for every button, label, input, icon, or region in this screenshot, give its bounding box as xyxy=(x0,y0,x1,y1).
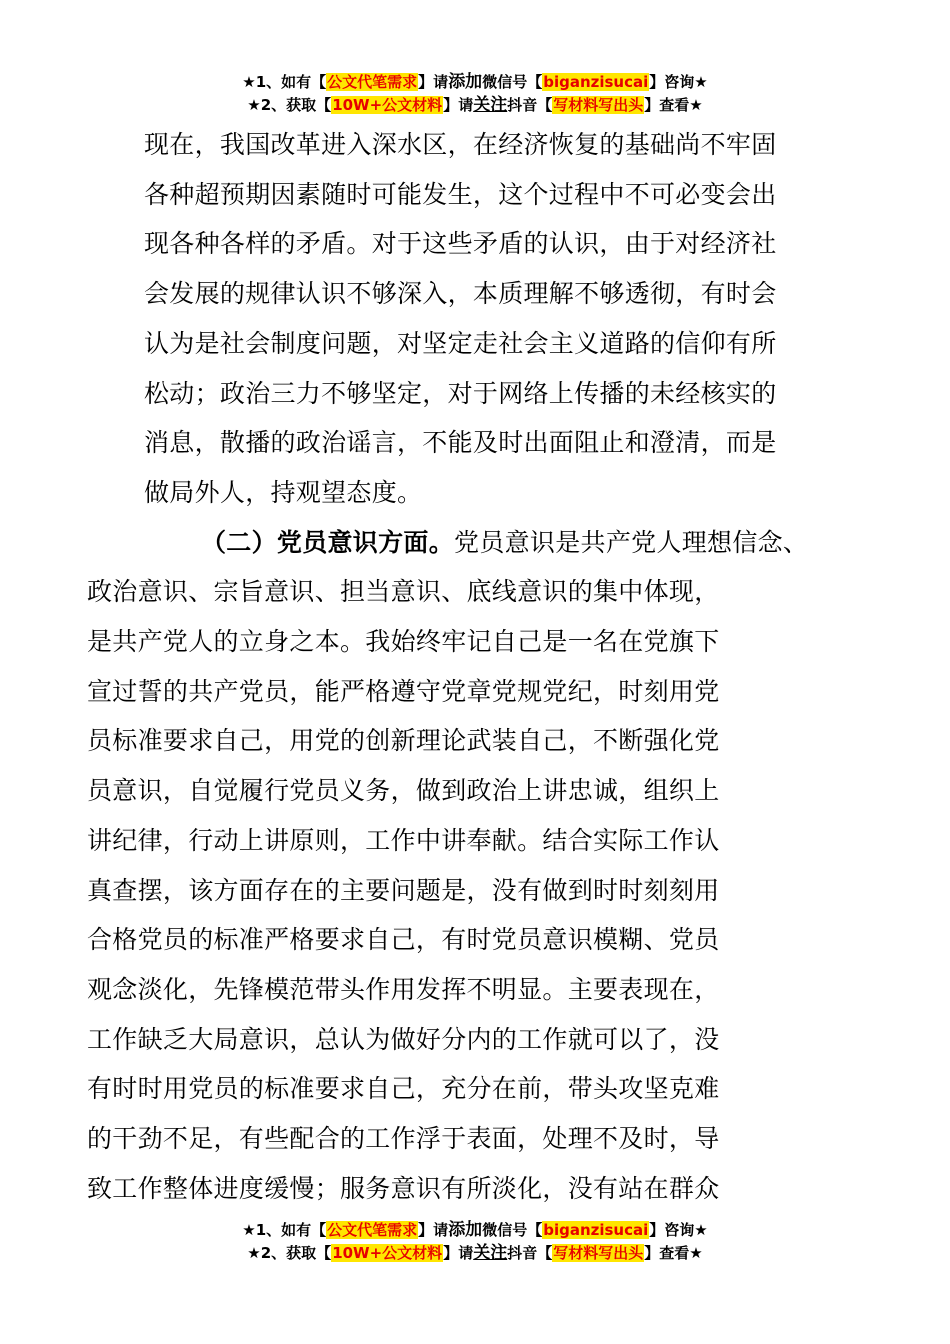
text-line: 是共产党人的立身之本。我始终牢记自己是一名在党旗下 xyxy=(87,627,720,657)
banner-highlight: 写材料写出头 xyxy=(553,96,644,114)
paragraph-2 xyxy=(87,518,809,1214)
banner-highlight: 10W+公文材料 xyxy=(332,1244,443,1262)
text-line: 现各种各样的矛盾。对于这些矛盾的认识，由于对经济社 xyxy=(144,229,777,259)
text-line: 宣过誓的共产党员，能严格遵守党章党规党纪，时刻用党 xyxy=(87,676,720,706)
header-banner xyxy=(0,71,950,117)
text-line: 讲纪律，行动上讲原则，工作中讲奉献。结合实际工作认 xyxy=(87,825,720,855)
text-line: 认为是社会制度问题，对坚定走社会主义道路的信仰有所 xyxy=(144,328,777,358)
text-line: 员标准要求自己，用党的创新理论武装自己，不断强化党 xyxy=(87,726,720,756)
text-line: 各种超预期因素随时可能发生，这个过程中不可必变会出 xyxy=(144,179,777,209)
text-line: 松动；政治三力不够坚定，对于网络上传播的未经核实的 xyxy=(144,378,777,408)
banner-line-1: ★1、如有【公文代笔需求】请添加微信号【biganzisucai】咨询★ xyxy=(242,72,708,92)
footer-banner xyxy=(0,1219,950,1265)
text-line: 观念淡化，先锋模范带头作用发挥不明显。主要表现在， xyxy=(87,974,720,1004)
banner-highlight: 10W+公文材料 xyxy=(332,96,443,114)
text-line: 做局外人，持观望态度。 xyxy=(144,477,423,507)
text-line: 消息，散播的政治谣言，不能及时出面阻止和澄清，而是 xyxy=(144,428,777,458)
banner-highlight: 公文代笔需求 xyxy=(327,1221,418,1239)
banner-line-2: ★2、获取【10W+公文材料】请关注抖音【写材料写出头】查看★ xyxy=(247,95,703,115)
banner-line-2: ★2、获取【10W+公文材料】请关注抖音【写材料写出头】查看★ xyxy=(247,1243,703,1263)
paragraph-1 xyxy=(144,120,809,518)
text-line: 合格党员的标准严格要求自己，有时党员意识模糊、党员 xyxy=(87,925,720,955)
document-body xyxy=(87,120,809,1213)
text-line: 的干劲不足，有些配合的工作浮于表面，处理不及时，导 xyxy=(87,1124,720,1154)
text-line: 会发展的规律认识不够深入，本质理解不够透彻，有时会 xyxy=(144,279,777,309)
text-line: 工作缺乏大局意识，总认为做好分内的工作就可以了，没 xyxy=(87,1024,720,1054)
banner-line-1: ★1、如有【公文代笔需求】请添加微信号【biganzisucai】咨询★ xyxy=(242,1220,708,1240)
text-line: 现在，我国改革进入深水区，在经济恢复的基础尚不牢固 xyxy=(144,130,777,159)
text-line: （二）党员意识方面。党员意识是共产党人理想信念、 xyxy=(201,527,809,557)
text-line: 有时时用党员的标准要求自己，充分在前，带头攻坚克难 xyxy=(87,1074,720,1104)
text-line: 致工作整体进度缓慢；服务意识有所淡化，没有站在群众 xyxy=(87,1173,720,1203)
banner-highlight: 公文代笔需求 xyxy=(327,73,418,91)
text-line: 政治意识、宗旨意识、担当意识、底线意识的集中体现， xyxy=(87,577,720,607)
banner-highlight: biganzisucai xyxy=(543,1221,649,1239)
banner-highlight: 写材料写出头 xyxy=(553,1244,644,1262)
text-line: 员意识，自觉履行党员义务，做到政治上讲忠诚，组织上 xyxy=(87,776,720,806)
section-heading: （二）党员意识方面。 xyxy=(201,527,455,557)
text-line: 真查摆，该方面存在的主要问题是，没有做到时时刻刻用 xyxy=(87,875,720,905)
banner-highlight: biganzisucai xyxy=(543,73,649,91)
